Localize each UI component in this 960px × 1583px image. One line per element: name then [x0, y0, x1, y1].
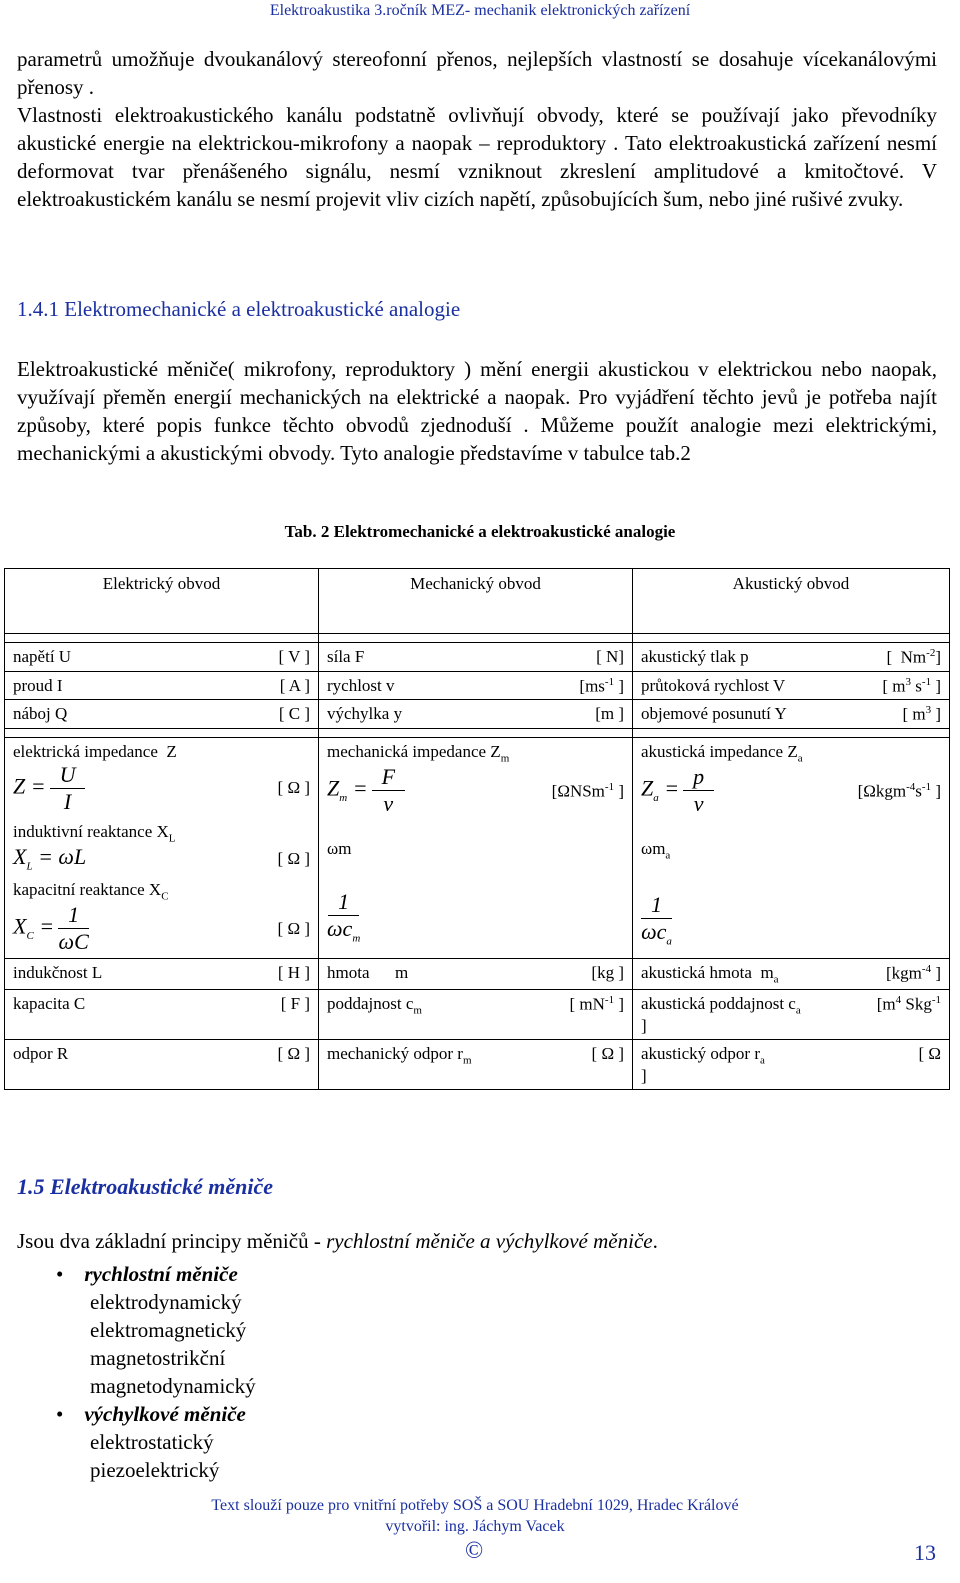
unit: [ $mN^{-1}$ ] [569, 993, 624, 1014]
cell: kapacitní reaktance $X_C$ [13, 879, 169, 903]
list-item: magnetodynamický [90, 1374, 256, 1398]
cell: akustická poddajnost $c_a$ [641, 993, 801, 1016]
cell: náboj Q [13, 704, 68, 724]
paragraph-3: Elektroakustické měniče( mikrofony, reproduktory ) mění energii akustickou v elektrickou nebo naopak, využívají přeměn energií mechanických na elektrické a naopak. Pro vyjádření těchto jevů je potřeba najít způsoby, které popis funkce těchto obvodů zjednoduší . Můžeme použít analogie mezi elektrickými, mechanickými a akustickými obvody. Tyto analogie představíme v tabulce tab.2 [17, 357, 937, 465]
formula-xc: $X_C$ = $\frac{1}{\omega C}$ [13, 902, 89, 955]
table-row [5, 643, 950, 672]
unit: [ $m^3$ ] [902, 704, 941, 724]
section-heading-1-5: 1.5 Elektroakustické měniče [17, 1174, 274, 1199]
table-row: kapacita C [ F ] poddajnost $c_m$ [ $mN^{-1}$ ] akustická poddajnost $c_a$ [$m^4$ Skg$^{-1}$ ] [5, 989, 950, 1039]
formula-zm: $Z_m$ = $\frac{F}{v}$ [327, 764, 405, 817]
cell: průtoková rychlost V [641, 675, 786, 695]
unit: [kg ] [591, 963, 624, 983]
unit: [ $m^3$ $s^{-1}$ ] [882, 675, 941, 696]
cell: akustická hmota $m_a$ [641, 963, 779, 986]
cell: mechanická impedance $Z_m$ [327, 741, 510, 765]
copyright-symbol: © [465, 1538, 484, 1564]
cell: akustický tlak p [641, 647, 749, 666]
cell: poddajnost $c_m$ [327, 993, 422, 1016]
cell: proud I [13, 675, 63, 695]
bullet-vychylkove: • výchylkové měniče [56, 1402, 246, 1426]
list-vychylkove [90, 1428, 219, 1484]
unit: [ Ω ] [277, 918, 310, 938]
unit: [ Ω [918, 1043, 941, 1063]
cell-omega-ma: $\omega m_a$ [641, 839, 671, 862]
unit: [ H ] [277, 963, 310, 983]
cell: napětí U [13, 647, 72, 666]
bullet-rychlostni: • rychlostní měniče [56, 1262, 238, 1286]
unit: [ Ω ] [277, 848, 310, 868]
unit: [ A ] [279, 675, 310, 695]
cell: hmota m [327, 963, 409, 983]
footer-line-1: Text slouží pouze pro vnitřní potřeby SOŠ a SOU Hradební 1029, Hradec Králové [211, 1497, 739, 1514]
paragraph-1: parametrů umožňuje dvoukanálový stereofonní přenos, nejlepších vlastností se dosahuje vícekanálovými přenosy . [17, 47, 937, 99]
unit: [ Ω ] [591, 1043, 624, 1063]
formula-1-omega-cm: $\frac{1}{\omega c_m}$ [327, 889, 361, 945]
cell: elektrická impedance Z [13, 741, 177, 761]
page-number: 13 [914, 1540, 936, 1565]
formula-1-omega-ca: $\frac{1}{\omega c_a}$ [641, 891, 672, 948]
list-item: magnetostrikční [90, 1346, 226, 1370]
list-item: elektrostatický [90, 1430, 214, 1454]
paragraph-2: Vlastnosti elektroakustického kanálu podstatně ovlivňují obvody, které se používají jako převodníky akustické energie na elektrickou-mikrofony a naopak – reproduktory . Tato elektroakustická zařízení nesmí deformovat tvar přenášeného signálu, nesmí vzniknout zkreslení amplitudové a kmitočtové. V elektroakustickém kanálu se nesmí projevit vliv cizích napětí, způsobujících šum, nebo jiné rušivé zvuky. [17, 103, 937, 211]
list-item: piezoelektrický [90, 1458, 220, 1482]
cell: akustická impedance $Z_a$ [641, 741, 803, 765]
unit: [ Ω ] [277, 1043, 310, 1063]
cell: akustický odpor $r_a$ [641, 1043, 765, 1067]
formula-xl: $X_L = \omega L$ [13, 844, 87, 873]
intro-plain: Jsou dva základní principy měničů - [17, 1229, 327, 1253]
table-row: odpor R [ Ω ] mechanický odpor $r_m$ [ Ω ] akustický odpor $r_a$ [ Ω ] [5, 1039, 950, 1089]
col-header-electric: Elektrický obvod [5, 569, 319, 634]
unit: [ N] [596, 647, 624, 666]
table-row [5, 959, 950, 989]
col-header-mechanic: Mechanický obvod [319, 569, 633, 634]
unit: [$\Omega kgm^{-4}s^{-1}$ ] [857, 780, 941, 801]
page-header: Elektroakustika 3.ročník MEZ- mechanik elektronických zařízení [269, 2, 691, 19]
unit: [ΩNSm$^{-1}$ ] [551, 780, 624, 801]
cell-omega-m: ωm [327, 839, 352, 859]
cell: výchylka y [327, 704, 403, 724]
table-row [5, 700, 950, 729]
unit: [ C ] [278, 704, 310, 724]
unit: [$ms^{-1}$ ] [579, 675, 624, 696]
cell: rychlost v [327, 675, 395, 695]
cell: kapacita C [13, 993, 86, 1013]
unit: [ Ω ] [277, 778, 310, 798]
list-rychlostni [90, 1288, 256, 1400]
list-item: elektromagnetický [90, 1318, 247, 1342]
cell: odpor R [13, 1043, 69, 1063]
cell: indukčnost L [13, 963, 103, 983]
col-header-acoustic: Akustický obvod [633, 569, 950, 634]
unit: [ V ] [278, 647, 310, 666]
table-caption: Tab. 2 Elektromechanické a elektroakustické analogie [284, 522, 676, 541]
formula-z: Z = $\frac{U}{I}$ [13, 762, 85, 815]
cell: objemové posunutí Y [641, 704, 787, 724]
cell: síla F [327, 647, 365, 666]
unit: [ $Nm^{-2}$] [886, 647, 941, 667]
intro-line [17, 1229, 658, 1254]
table-header-row [5, 569, 950, 634]
intro-italic: rychlostní měniče a výchylkové měniče [326, 1229, 653, 1253]
table-row [5, 671, 950, 700]
section-heading-1-4-1: 1.4.1 Elektromechanické a elektroakustické analogie [17, 297, 461, 321]
unit: [$m^4$ Skg$^{-1}$ [876, 993, 941, 1014]
table-row-impedance [5, 737, 950, 818]
analogy-table [4, 568, 950, 1090]
list-item: elektrodynamický [90, 1290, 242, 1314]
cell: induktivní reaktance $X_L$ [13, 821, 176, 845]
formula-za: $Z_a$ = $\frac{p}{v}$ [641, 764, 714, 817]
unit: [m ] [595, 704, 624, 724]
intro-end: . [652, 1229, 658, 1253]
unit: [ F ] [280, 993, 310, 1013]
cell: mechanický odpor $r_m$ [327, 1043, 472, 1067]
footer-line-2: vytvořil: ing. Jáchym Vacek [385, 1518, 565, 1535]
unit: [kgm$^{-4}$ ] [886, 963, 941, 983]
